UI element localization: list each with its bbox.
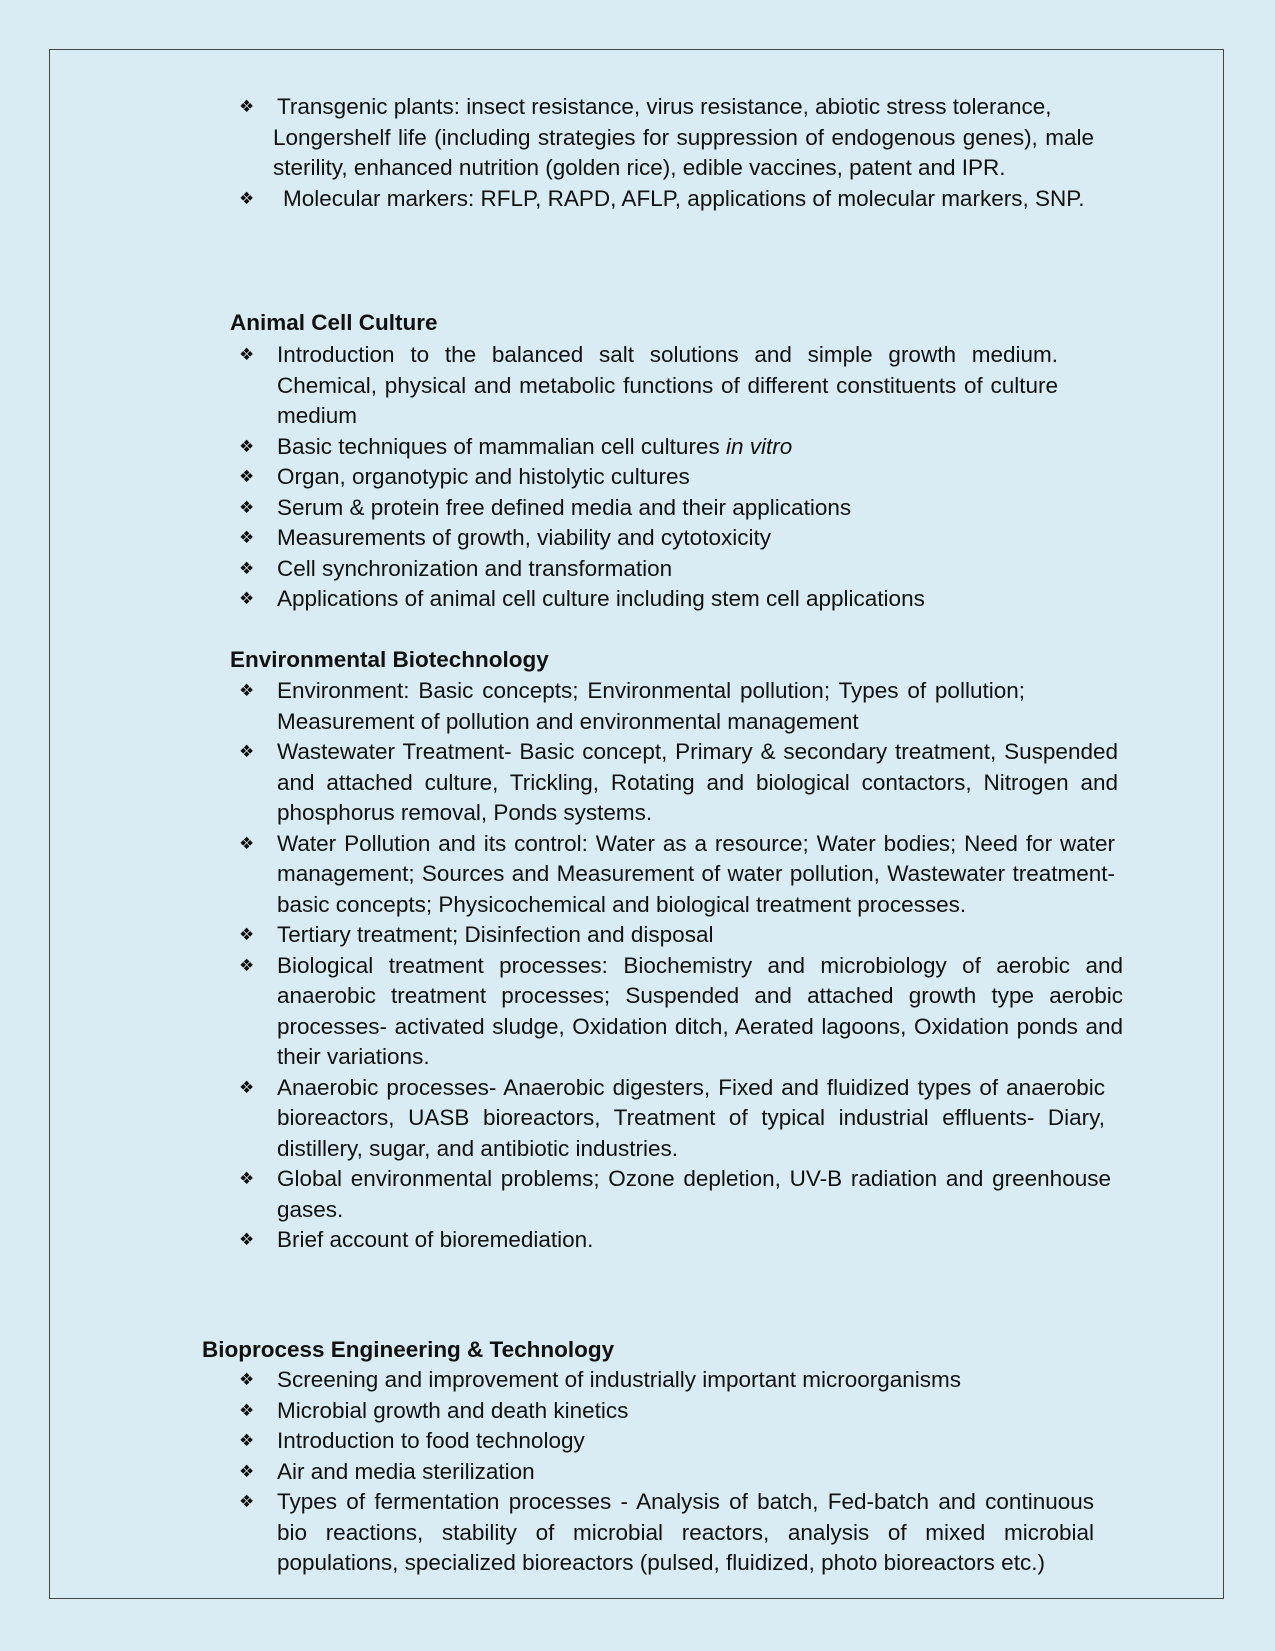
list-item xyxy=(239,1396,1094,1427)
list-item xyxy=(239,1457,1094,1488)
list-item xyxy=(239,523,1058,554)
diamond-bullet-icon: ❖ xyxy=(239,188,255,208)
section-heading-animal-cell-culture: Animal Cell Culture xyxy=(230,310,438,335)
molecular-markers-text: Molecular markers: RFLP, RAPD, AFLP, applications of molecular markers, SNP. xyxy=(283,185,1085,211)
list-item-text: Water Pollution and its control: Water as a resource; Water bodies; Need for water management; Sources and Measurement of water pollution, Wastewater treatment- basic concepts; Physicochemical and biological treatment processes. xyxy=(277,830,1115,917)
diamond-bullet-icon: ❖ xyxy=(239,436,255,456)
list-item-text: Basic techniques of mammalian cell cultures xyxy=(277,433,726,459)
list-item-text: Environment: Basic concepts; Environmental pollution; Types of pollution; Measurement of pollution and environmental management xyxy=(277,678,1025,734)
diamond-bullet-icon: ❖ xyxy=(239,467,255,486)
transgenic-line-1: Transgenic plants: insect resistance, virus resistance, abiotic stress tolerance, xyxy=(277,94,1052,119)
section-heading-bioprocess-engineering: Bioprocess Engineering & Technology xyxy=(202,1337,615,1362)
list-item-text: Tertiary treatment; Disinfection and disposal xyxy=(277,922,714,947)
list-item-text: Screening and improvement of industrially important microorganisms xyxy=(277,1367,962,1392)
list-item xyxy=(239,1225,1094,1256)
diamond-bullet-icon: ❖ xyxy=(239,345,255,364)
list-item xyxy=(239,493,1058,524)
diamond-bullet-icon: ❖ xyxy=(239,1400,255,1420)
list-item xyxy=(239,1487,1094,1579)
list-item xyxy=(239,554,1058,585)
diamond-bullet-icon: ❖ xyxy=(239,497,255,517)
list-item-italic-text: in vitro xyxy=(725,433,793,459)
diamond-bullet-icon: ❖ xyxy=(239,955,255,975)
diamond-bullet-icon: ❖ xyxy=(239,925,255,944)
list-item-text: Introduction to the balanced salt solutions and simple growth medium. Chemical, physical and metabolic functions of different constituents of culture medium xyxy=(277,342,1058,428)
list-item xyxy=(239,584,1058,615)
list-item xyxy=(239,462,1058,493)
diamond-bullet-icon: ❖ xyxy=(239,1077,255,1097)
bioprocess-engineering-list xyxy=(239,1365,1094,1579)
list-item-text: Cell synchronization and transformation xyxy=(277,555,673,581)
list-item-text: Organ, organotypic and histolytic cultures xyxy=(277,464,690,489)
list-item xyxy=(239,1365,1094,1396)
diamond-bullet-icon: ❖ xyxy=(239,1169,255,1188)
diamond-bullet-icon: ❖ xyxy=(239,1431,255,1450)
list-item-text: Applications of animal cell culture including stem cell applications xyxy=(277,586,925,611)
diamond-bullet-icon: ❖ xyxy=(239,1230,255,1249)
diamond-bullet-icon: ❖ xyxy=(239,97,255,116)
list-item-text: Air and media sterilization xyxy=(277,1458,535,1484)
diamond-bullet-icon: ❖ xyxy=(239,833,255,853)
list-item-text: Microbial growth and death kinetics xyxy=(277,1397,629,1423)
list-item xyxy=(239,829,1115,921)
diamond-bullet-icon: ❖ xyxy=(239,589,255,608)
list-item-text: Global environmental problems; Ozone depletion, UV-B radiation and greenhouse gases. xyxy=(277,1166,1111,1222)
diamond-bullet-icon: ❖ xyxy=(239,558,255,578)
list-item xyxy=(239,737,1118,829)
section-heading-environmental-biotechnology: Environmental Biotechnology xyxy=(230,647,549,672)
list-item-text: Brief account of bioremediation. xyxy=(277,1227,594,1252)
diamond-bullet-icon: ❖ xyxy=(239,1492,255,1511)
list-item-text: Biological treatment processes: Biochemistry and microbiology of aerobic and anaerobic treatment processes; Suspended and attached growth type aerobic processes- activated sludge, Oxidation ditch, Aerated lagoons, Oxidation ponds and their variations. xyxy=(277,952,1123,1069)
diamond-bullet-icon: ❖ xyxy=(239,1370,255,1389)
diamond-bullet-icon: ❖ xyxy=(239,681,255,700)
list-item xyxy=(239,1426,1094,1457)
transgenic-line-2: Longershelf life (including strategies for suppression of endogenous genes), male sterility, enhanced nutrition (golden rice), edible vaccines, patent and IPR. xyxy=(273,124,1094,180)
list-item-text: Wastewater Treatment- Basic concept, Primary & secondary treatment, Suspended and attached culture, Trickling, Rotating and biological contactors, Nitrogen and phosphorus removal, Ponds systems. xyxy=(277,739,1118,825)
environmental-biotechnology-list xyxy=(239,676,1123,1256)
list-item xyxy=(239,92,1094,184)
transgenic-list xyxy=(239,92,1094,214)
diamond-bullet-icon: ❖ xyxy=(239,742,255,761)
diamond-bullet-icon: ❖ xyxy=(239,528,255,547)
list-item xyxy=(239,184,1094,215)
list-item-text: Introduction to food technology xyxy=(277,1428,585,1453)
list-item xyxy=(239,1164,1111,1225)
list-item-text: Measurements of growth, viability and cytotoxicity xyxy=(277,525,771,550)
diamond-bullet-icon: ❖ xyxy=(239,1461,255,1481)
list-item xyxy=(239,951,1123,1073)
list-item-text: Anaerobic processes- Anaerobic digesters, Fixed and fluidized types of anaerobic bioreactors, UASB bioreactors, Treatment of typical industrial effluents- Diary, distillery, sugar, and antibiotic industries. xyxy=(277,1074,1105,1161)
list-item xyxy=(239,340,1058,432)
list-item xyxy=(239,1073,1105,1165)
list-item xyxy=(239,920,1094,951)
animal-cell-culture-list xyxy=(239,340,1058,615)
list-item-text: Serum & protein free defined media and their applications xyxy=(277,494,852,520)
list-item xyxy=(239,676,1025,737)
list-item-text: Types of fermentation processes - Analysis of batch, Fed-batch and continuous bio reactions, stability of microbial reactors, analysis of mixed microbial populations, specialized bioreactors (pulsed, fluidized, photo bioreactors etc.) xyxy=(277,1489,1094,1575)
list-item xyxy=(239,432,1058,463)
